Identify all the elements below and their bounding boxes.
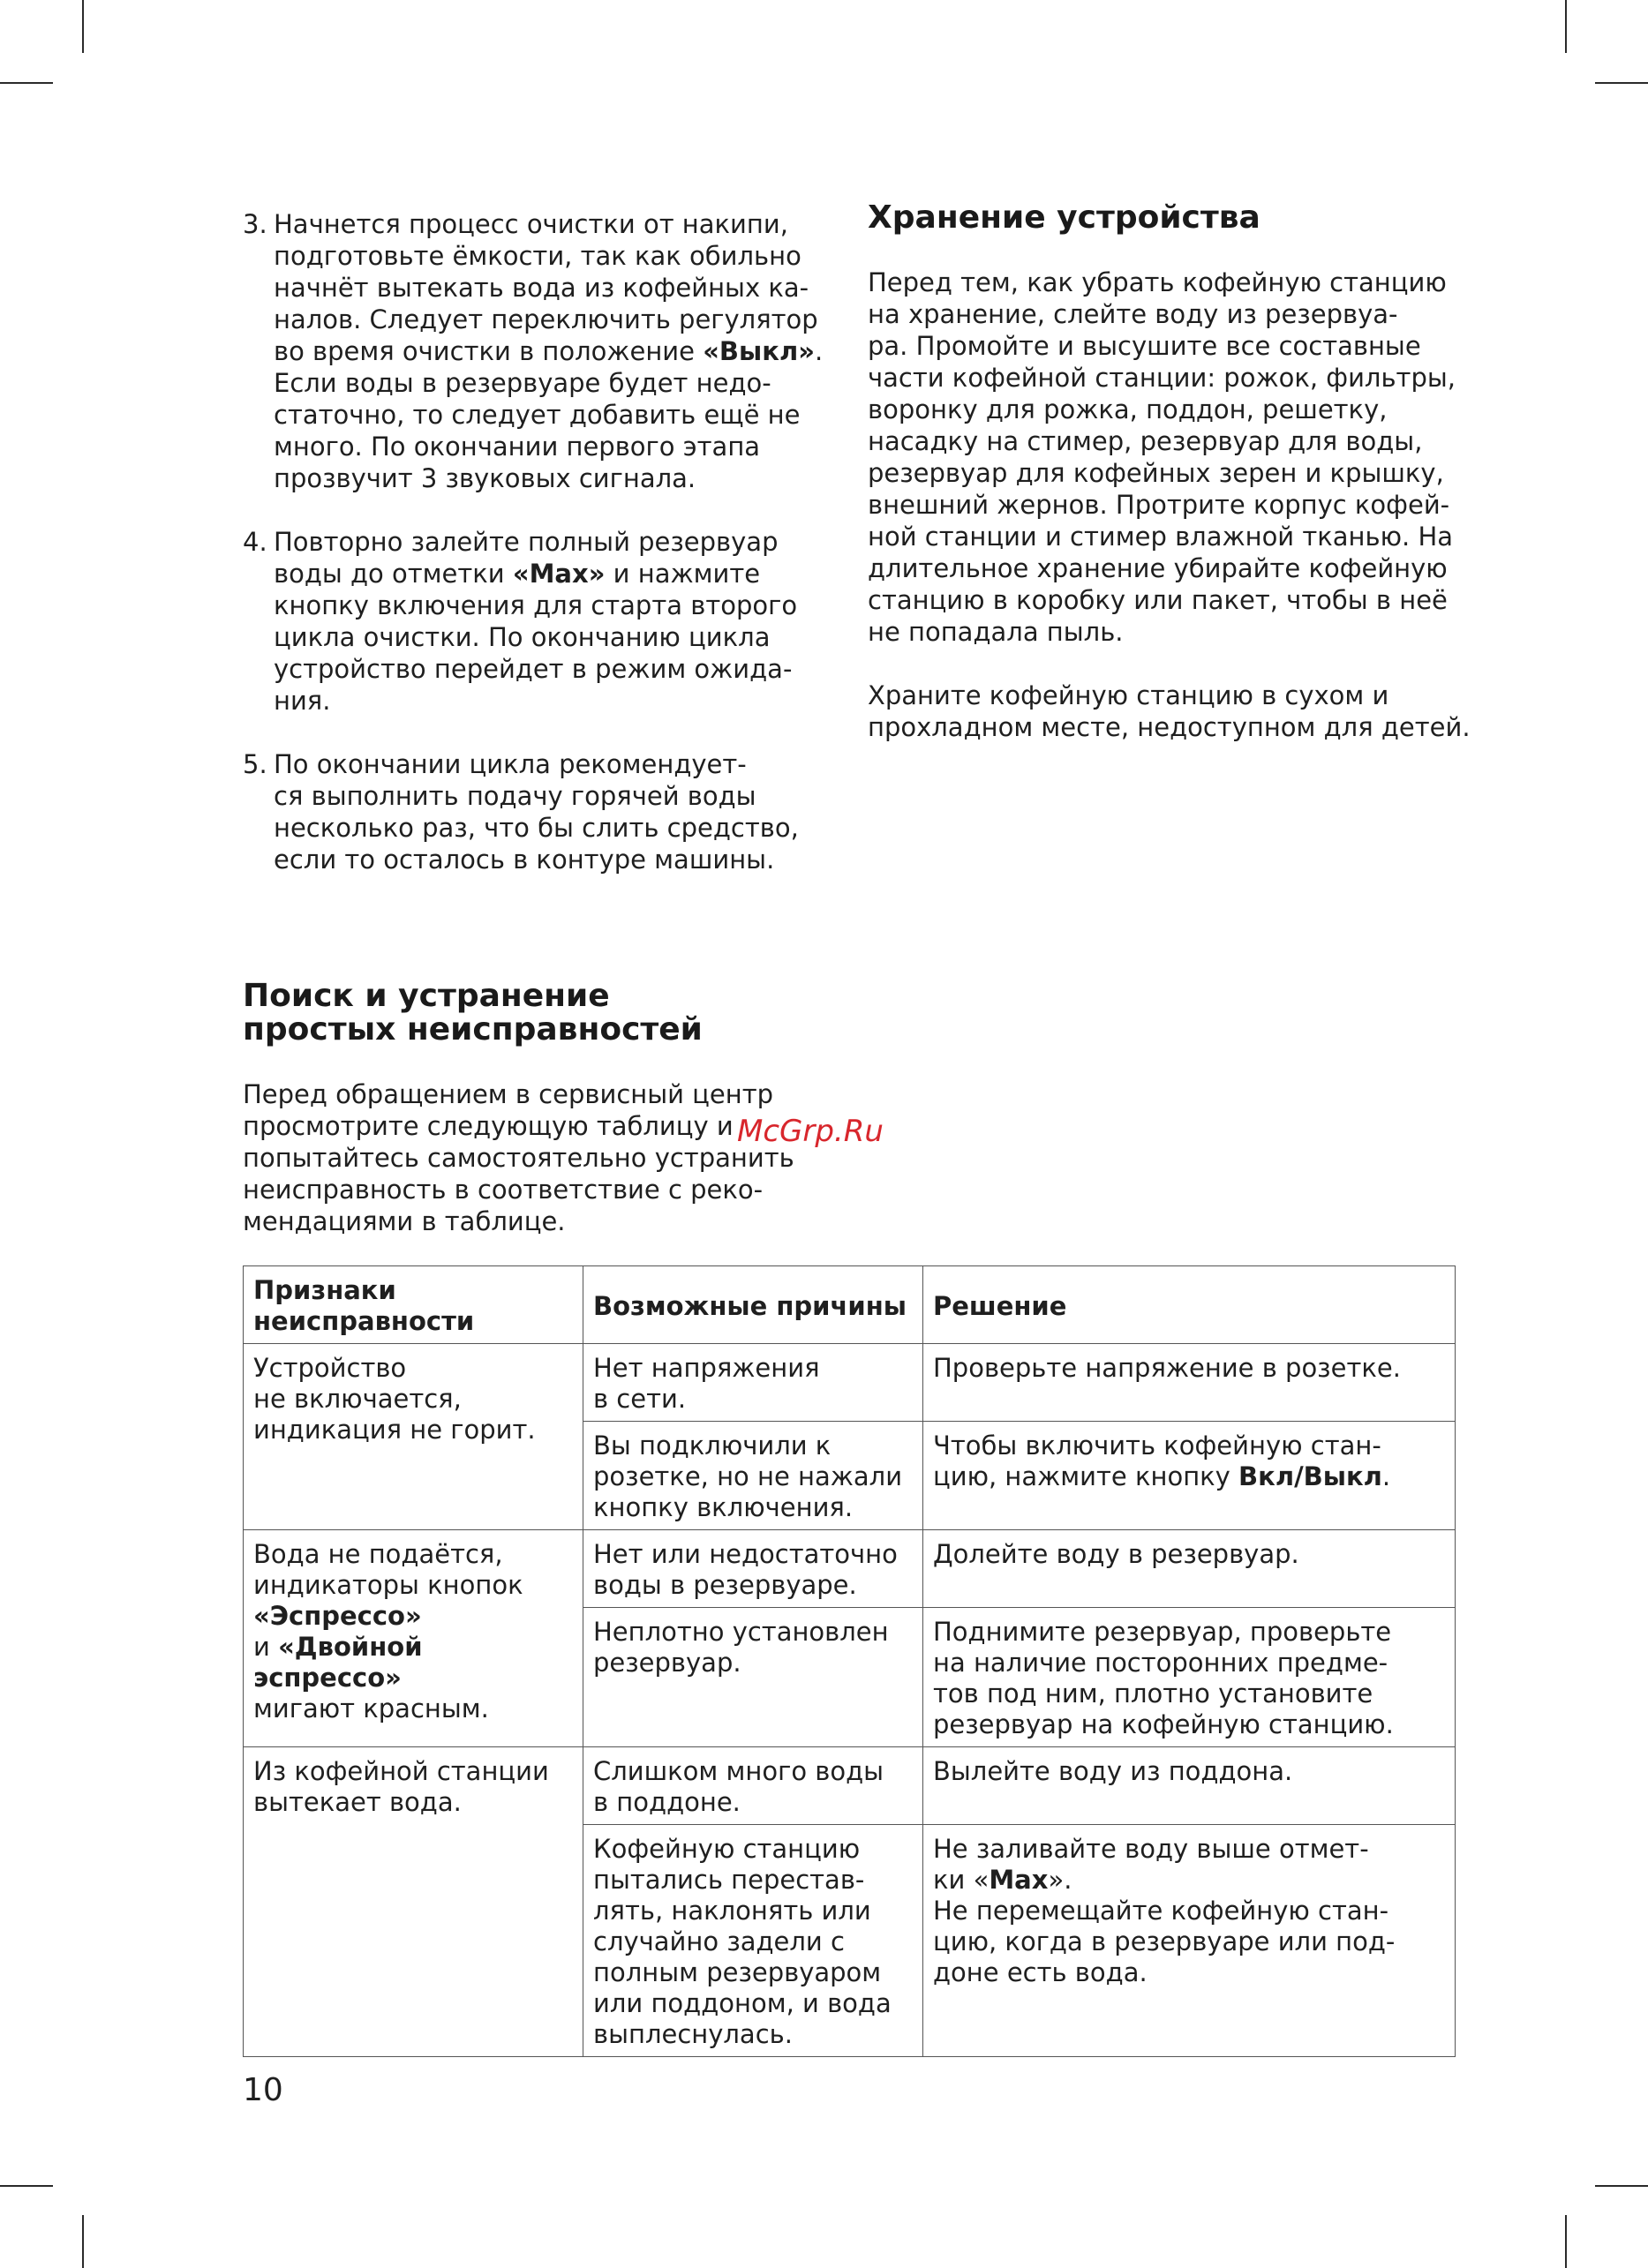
storage-paragraph: Храните кофейную станцию в сухом и прохладном месте, недоступном для детей. <box>868 680 1471 742</box>
crop-mark <box>82 0 84 53</box>
crop-mark <box>1565 2215 1567 2268</box>
cause-cell: Кофейную станцию пытались перестав- лять, наклонять или случайно задели с полным резервуаром или поддоном, и вода выплеснулась. <box>583 1825 923 2057</box>
step-text: Начнется процесс очистки от накипи, подготовьте ёмкости, так как обильно начнёт вытекать вода из кофейных ка- налов. Следует переключить регулятор во время очистки в положение «Выкл». Если воды в резервуаре будет недо- статочно, то следует добавить ещё не много. По окончании первого этапа прозвучит 3 звуковых сигнала. <box>274 209 824 493</box>
solution-cell: Вылейте воду из поддона. <box>923 1747 1456 1825</box>
step-text: Повторно залейте полный резервуар воды до отметки «Max» и нажмите кнопку включения для старта второго цикла очистки. По окончанию цикла устройство перейдет в режим ожида- ния. <box>274 527 798 716</box>
column-header: Признаки неисправности <box>244 1266 583 1344</box>
crop-mark <box>82 2215 84 2268</box>
solution-cell: Поднимите резервуар, проверьте на наличие посторонних предме- тов под ним, плотно установите резервуар на кофейную станцию. <box>923 1608 1456 1747</box>
solution-cell: Чтобы включить кофейную стан- цию, нажмите кнопку Вкл/Выкл. <box>923 1422 1456 1530</box>
crop-mark <box>0 82 53 84</box>
solution-cell: Не заливайте воду выше отмет- ки «Max». Не перемещайте кофейную стан- цию, когда в резервуаре или под- доне есть вода. <box>923 1825 1456 2057</box>
symptom-cell: Вода не подаётся, индикаторы кнопок «Эспрессо» и «Двойной эспрессо» мигают красным. <box>244 1530 583 1747</box>
crop-mark <box>1595 2185 1648 2187</box>
crop-mark <box>1595 82 1648 84</box>
cause-cell: Вы подключили к розетке, но не нажали кнопку включения. <box>583 1422 923 1530</box>
storage-heading: Хранение устройства <box>868 199 1260 236</box>
troubleshooting-table <box>243 1265 1456 2057</box>
troubleshooting-heading: Поиск и устранение простых неисправностей <box>243 978 703 1048</box>
list-item <box>243 526 852 717</box>
list-item <box>243 208 852 494</box>
cause-cell: Нет напряжения в сети. <box>583 1344 923 1422</box>
table-row <box>244 1344 1456 1422</box>
troubleshooting-section <box>243 980 861 1237</box>
watermark: McGrp.Ru <box>737 1114 884 1149</box>
storage-paragraph: Перед тем, как убрать кофейную станцию на хранение, слейте воду из резервуа- ра. Промойте и высушите все составные части кофейной станции: рожок, фильтры, воронку для рожка, поддон, решетку, насадку на стимер, резервуар для воды, резервуар для кофейных зерен и крышку, внешний жернов. Протрите корпус кофей- ной станции и стимер влажной тканью. На длительное хранение убирайте кофейную станцию в коробку или пакет, чтобы в неё не попадала пыль. <box>868 267 1456 647</box>
table-row <box>244 1530 1456 1608</box>
step-text: По окончании цикла рекомендует- ся выполнить подачу горячей воды несколько раз, что бы слить средство, если то осталось в контуре машины. <box>274 749 799 875</box>
step-number: 3. <box>243 209 267 239</box>
step-number: 5. <box>243 749 267 779</box>
solution-cell: Проверьте напряжение в розетке. <box>923 1344 1456 1422</box>
cause-cell: Неплотно установлен резервуар. <box>583 1608 923 1747</box>
step-number: 4. <box>243 527 267 557</box>
column-header: Решение <box>923 1266 1456 1344</box>
table-header-row <box>244 1266 1456 1344</box>
symptom-cell: Из кофейной станции вытекает вода. <box>244 1747 583 2057</box>
column-header: Возможные причины <box>583 1266 923 1344</box>
descaling-steps <box>243 208 852 907</box>
crop-mark <box>1565 0 1567 53</box>
page-number: 10 <box>243 2072 283 2108</box>
cause-cell: Нет или недостаточно воды в резервуаре. <box>583 1530 923 1608</box>
solution-cell: Долейте воду в резервуар. <box>923 1530 1456 1608</box>
symptom-cell: Устройство не включается, индикация не горит. <box>244 1344 583 1530</box>
table-row <box>244 1747 1456 1825</box>
cause-cell: Слишком много воды в поддоне. <box>583 1747 923 1825</box>
crop-mark <box>0 2185 53 2187</box>
troubleshooting-intro: Перед обращением в сервисный центр просмотрите следующую таблицу и попытайтесь самостоятельно устранить неисправность в соответствие с реко- мендациями в таблице. <box>243 1079 794 1236</box>
list-item <box>243 748 852 875</box>
storage-section <box>868 201 1486 743</box>
